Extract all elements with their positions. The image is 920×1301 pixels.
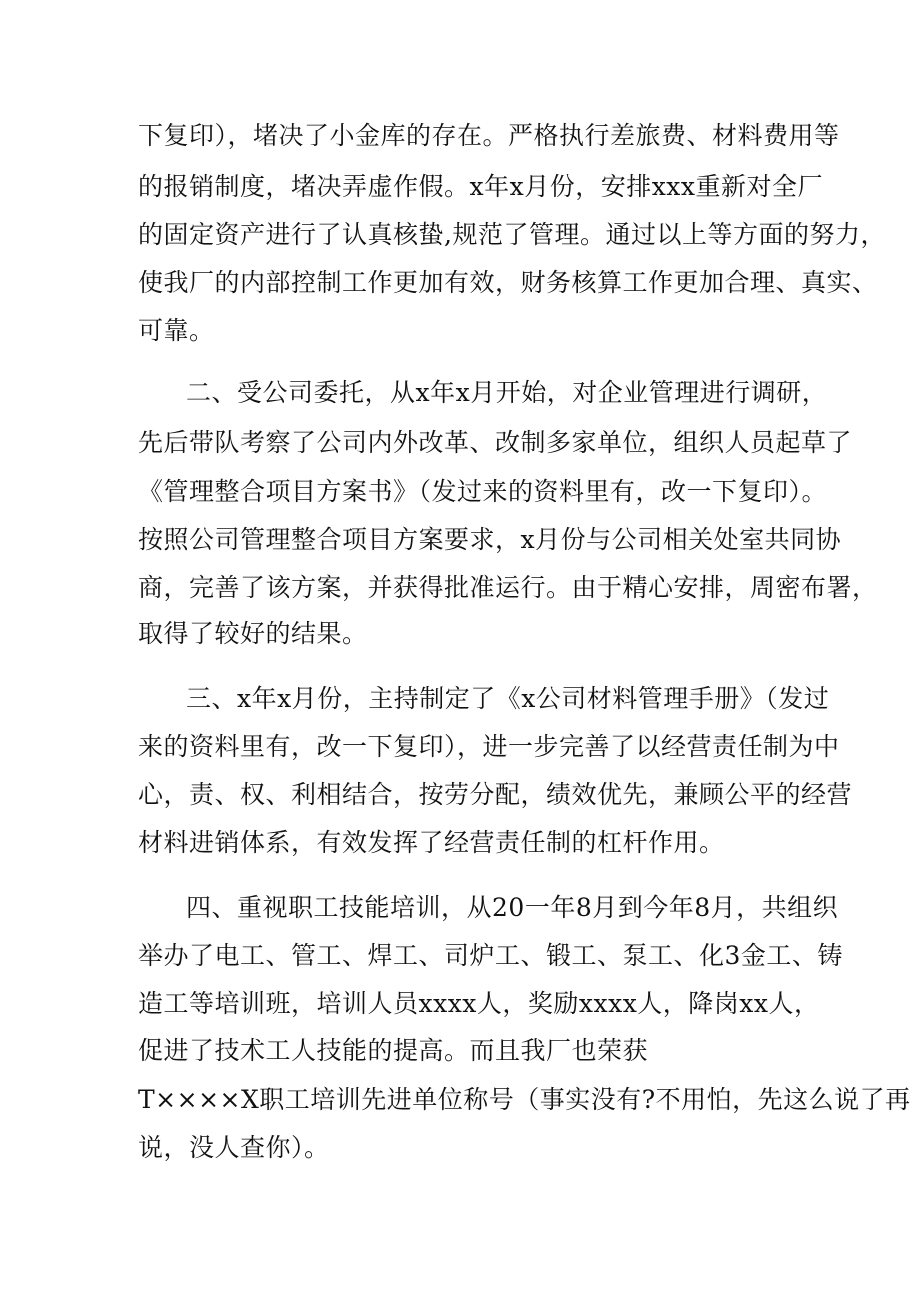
text-line: 的报销制度，堵决弄虚作假。x年x月份，安排xxx重新对全厂 [138,172,823,201]
text-line: 说，没人查你）。 [138,1133,330,1162]
text-line: 商，完善了该方案，并获得批准运行。由于精心安排，周密布署， [138,573,878,602]
text-line: 三、x年x月份，主持制定了《x公司材料管理手册》（发过 [186,684,830,713]
text-line: 可靠。 [138,316,215,345]
text-line: 二、受公司委托，从x年x月开始，对企业管理进行调研， [186,378,828,407]
text-line: 按照公司管理整合项目方案要求，x月份与公司相关处室共同协 [138,525,842,554]
text-line: 来的资料里有，改一下复印），进一步完善了以经营责任制为中 [138,732,840,761]
text-line: 四、重视职工技能培训，从20一年8月到今年8月，共组织 [186,893,839,922]
text-line: 取得了较好的结果。 [138,619,368,648]
text-line: 举办了电工、管工、焊工、司炉工、锻工、泵工、化3金工、铸 [138,941,843,970]
text-line: 造工等培训班，培训人员xxxx人，奖励xxxx人，降岗xx人， [138,989,820,1018]
text-line: 下复印），堵决了小金库的存在。严格执行差旅费、材料费用等 [138,121,840,150]
text-line: 的固定资产进行了认真核蛰,规范了管理。通过以上等方面的努力， [138,220,886,249]
text-line: 先后带队考察了公司内外改革、改制多家单位，组织人员起草了 [138,428,853,457]
text-line: 促进了技术工人技能的提高。而且我厂也荣获 [138,1036,649,1065]
text-line: 使我厂的内部控制工作更加有效，财务核算工作更加合理、真实、 [138,268,878,297]
text-line: 材料进销体系，有效发挥了经营责任制的杠杆作用。 [138,828,725,857]
text-line: 《管理整合项目方案书》（发过来的资料里有，改一下复印）。 [138,477,828,506]
text-line: 心，责、权、利相结合，按劳分配，绩效优先，兼顾公平的经营 [138,780,853,809]
text-line: T××××X职工培训先进单位称号（事实没有?不用怕，先这么说了再 [138,1085,911,1114]
